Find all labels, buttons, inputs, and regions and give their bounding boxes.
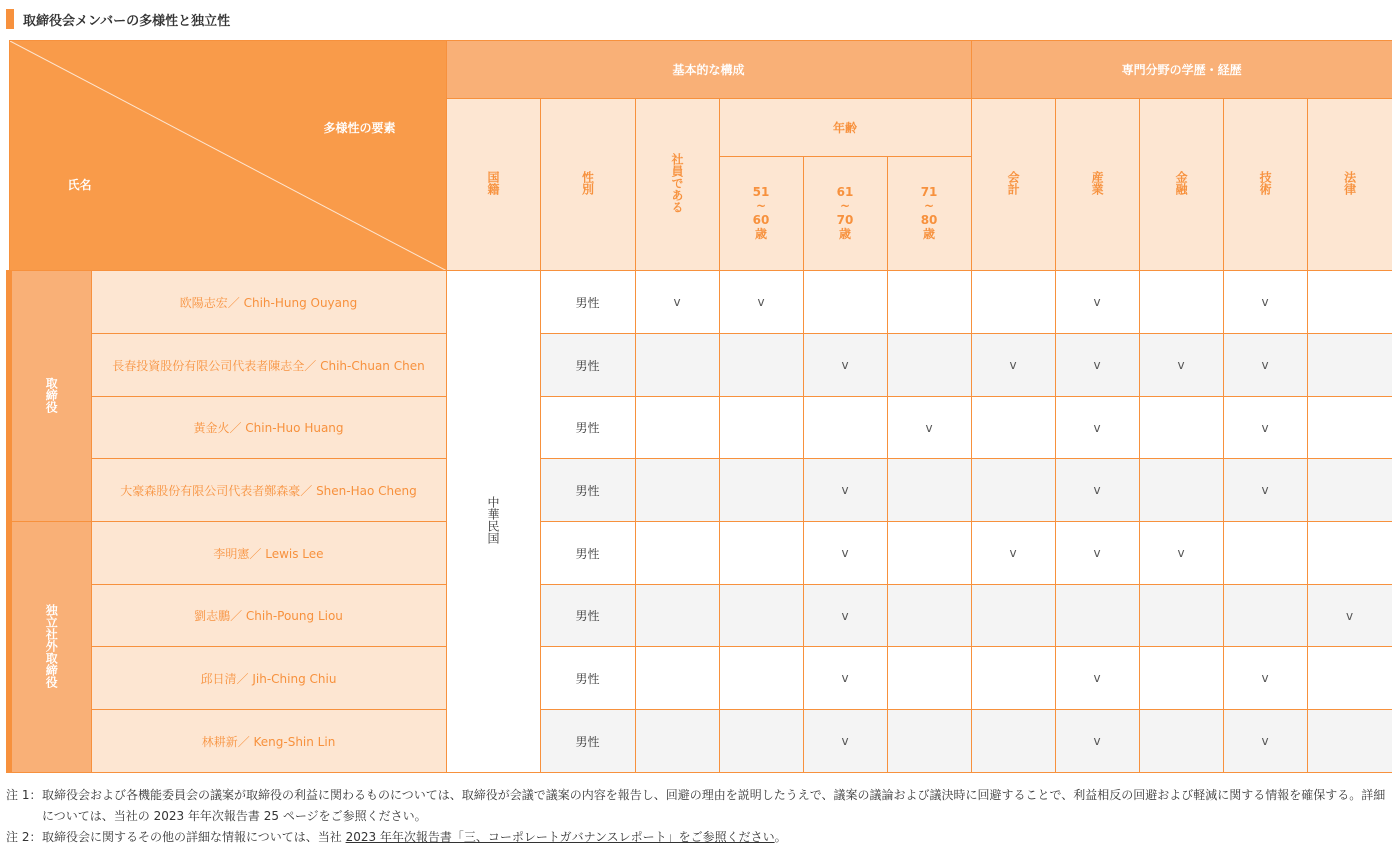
employee-cell: v	[635, 271, 719, 334]
age-51-60-cell	[719, 459, 803, 522]
technology-cell: v	[1223, 459, 1307, 522]
member-name: 劉志鵬／ Chih-Poung Liou	[91, 585, 446, 647]
law-cell	[1307, 459, 1392, 522]
member-name: 長春投資股份有限公司代表者陳志全／ Chih-Chuan Chen	[91, 334, 446, 397]
age-51-60-cell	[719, 647, 803, 710]
table-row	[9, 522, 1392, 585]
expertise-accounting-header: 会計	[971, 99, 1055, 271]
law-cell	[1307, 334, 1392, 397]
employee-cell	[635, 397, 719, 459]
age-61-70-cell	[803, 271, 887, 334]
note-2-prefix: 取締役会に関するその他の詳細な情報については、当社	[42, 830, 346, 844]
industry-cell: v	[1055, 334, 1139, 397]
role-director: 取締役	[9, 271, 91, 522]
technology-cell	[1223, 585, 1307, 647]
table-row	[9, 459, 1392, 522]
age-71-80-cell	[887, 585, 971, 647]
age-71-80-cell	[887, 271, 971, 334]
age-51-60-cell	[719, 397, 803, 459]
age-71-80-header: 71 ~ 80 歳	[887, 157, 971, 271]
industry-cell: v	[1055, 397, 1139, 459]
age-61-70-cell: v	[803, 710, 887, 773]
corner-diversity-label: 多様性の要素	[323, 121, 396, 135]
technology-cell: v	[1223, 334, 1307, 397]
technology-cell: v	[1223, 647, 1307, 710]
age-61-70-cell: v	[803, 334, 887, 397]
footnotes	[6, 785, 1386, 848]
age-51-60-cell: v	[719, 271, 803, 334]
gender-cell: 男性	[540, 459, 635, 522]
age-header: 年齢	[719, 99, 971, 157]
accounting-cell	[971, 647, 1055, 710]
accounting-cell	[971, 585, 1055, 647]
age-51-60-cell	[719, 710, 803, 773]
corner-name-label: 氏名	[67, 178, 92, 192]
law-cell	[1307, 271, 1392, 334]
law-cell	[1307, 647, 1392, 710]
age-71-80-cell	[887, 710, 971, 773]
title-accent-bar	[6, 9, 14, 29]
finance-cell	[1139, 585, 1223, 647]
technology-cell	[1223, 522, 1307, 585]
gender-header: 性別	[540, 99, 635, 271]
expertise-technology-header: 技術	[1223, 99, 1307, 271]
gender-cell: 男性	[540, 522, 635, 585]
table-row	[9, 585, 1392, 647]
finance-cell	[1139, 397, 1223, 459]
gender-cell: 男性	[540, 647, 635, 710]
age-61-70-cell: v	[803, 647, 887, 710]
accounting-cell: v	[971, 522, 1055, 585]
employee-cell	[635, 710, 719, 773]
member-name: 黃金火／ Chin-Huo Huang	[91, 397, 446, 459]
industry-cell: v	[1055, 647, 1139, 710]
age-51-60-cell	[719, 334, 803, 397]
note-2-suffix: 。	[774, 830, 787, 844]
finance-cell	[1139, 647, 1223, 710]
age-71-80-cell	[887, 459, 971, 522]
law-cell	[1307, 522, 1392, 585]
industry-cell: v	[1055, 710, 1139, 773]
technology-cell: v	[1223, 397, 1307, 459]
note-2-body	[42, 827, 1386, 848]
accounting-cell	[971, 397, 1055, 459]
finance-cell	[1139, 459, 1223, 522]
employee-cell	[635, 334, 719, 397]
finance-cell	[1139, 710, 1223, 773]
employee-header: 社員である	[635, 99, 719, 271]
age-71-80-cell	[887, 522, 971, 585]
employee-cell	[635, 585, 719, 647]
annual-report-link[interactable]: 2023 年年次報告書「三、コーポレートガバナンスレポート」をご参照ください	[345, 830, 775, 844]
corner-diagonal-line	[10, 41, 447, 271]
member-name: 邱日清／ Jih-Ching Chiu	[91, 647, 446, 710]
note-2-label: 注 2：	[6, 830, 42, 844]
table-row	[9, 710, 1392, 773]
finance-cell	[1139, 271, 1223, 334]
section-title: 取締役会メンバーの多様性と独立性	[23, 13, 231, 29]
industry-cell: v	[1055, 271, 1139, 334]
employee-cell	[635, 522, 719, 585]
age-61-70-cell	[803, 397, 887, 459]
law-cell	[1307, 710, 1392, 773]
finance-cell: v	[1139, 334, 1223, 397]
industry-cell: v	[1055, 522, 1139, 585]
table-row	[9, 334, 1392, 397]
age-61-70-cell: v	[803, 522, 887, 585]
accounting-cell	[971, 459, 1055, 522]
gender-cell: 男性	[540, 585, 635, 647]
technology-cell: v	[1223, 710, 1307, 773]
note-1	[6, 785, 1386, 827]
gender-cell: 男性	[540, 710, 635, 773]
member-name: 大豪森股份有限公司代表者鄭森豪／ Shen-Hao Cheng	[91, 459, 446, 522]
member-name: 欧陽志宏／ Chih-Hung Ouyang	[91, 271, 446, 334]
industry-cell	[1055, 585, 1139, 647]
accounting-cell	[971, 710, 1055, 773]
board-diversity-table	[6, 40, 1392, 773]
member-name: 李明憲／ Lewis Lee	[91, 522, 446, 585]
group-basic-header: 基本的な構成	[446, 41, 971, 99]
accounting-cell: v	[971, 334, 1055, 397]
age-71-80-cell: v	[887, 397, 971, 459]
law-cell	[1307, 397, 1392, 459]
age-71-80-cell	[887, 647, 971, 710]
age-51-60-header: 51 ~ 60 歳	[719, 157, 803, 271]
age-61-70-cell: v	[803, 459, 887, 522]
employee-cell	[635, 459, 719, 522]
nationality-header: 国籍	[446, 99, 540, 271]
table-row	[9, 647, 1392, 710]
group-expertise-header: 専門分野の学歴・経歴	[971, 41, 1392, 99]
expertise-industry-header: 産業	[1055, 99, 1139, 271]
expertise-law-header: 法律	[1307, 99, 1392, 271]
expertise-finance-header: 金融	[1139, 99, 1223, 271]
nationality-value: 中華民国	[446, 271, 540, 773]
age-61-70-cell: v	[803, 585, 887, 647]
corner-header	[9, 41, 446, 271]
age-51-60-cell	[719, 522, 803, 585]
finance-cell: v	[1139, 522, 1223, 585]
member-name: 林耕新／ Keng-Shin Lin	[91, 710, 446, 773]
note-1-label: 注 1：	[6, 788, 42, 802]
note-1-text: 取締役会および各機能委員会の議案が取締役の利益に関わるものについては、取締役が会議で議案の内容を報告し、回避の理由を説明したうえで、議案の議論および議決時に回避することで、利益相反の回避および軽減に関する情報を確保する。詳細については、当社の 2023 年年次報告書 25 ページをご参照ください。	[42, 788, 1386, 823]
section-header	[6, 9, 230, 29]
gender-cell: 男性	[540, 334, 635, 397]
table-row	[9, 271, 1392, 334]
age-51-60-cell	[719, 585, 803, 647]
gender-cell: 男性	[540, 271, 635, 334]
law-cell: v	[1307, 585, 1392, 647]
note-2	[6, 827, 1386, 848]
role-independent-director: 独立社外取締役	[9, 522, 91, 773]
age-61-70-header: 61 ~ 70 歳	[803, 157, 887, 271]
table-row	[9, 397, 1392, 459]
industry-cell: v	[1055, 459, 1139, 522]
age-71-80-cell	[887, 334, 971, 397]
gender-cell: 男性	[540, 397, 635, 459]
employee-cell	[635, 647, 719, 710]
technology-cell: v	[1223, 271, 1307, 334]
accounting-cell	[971, 271, 1055, 334]
